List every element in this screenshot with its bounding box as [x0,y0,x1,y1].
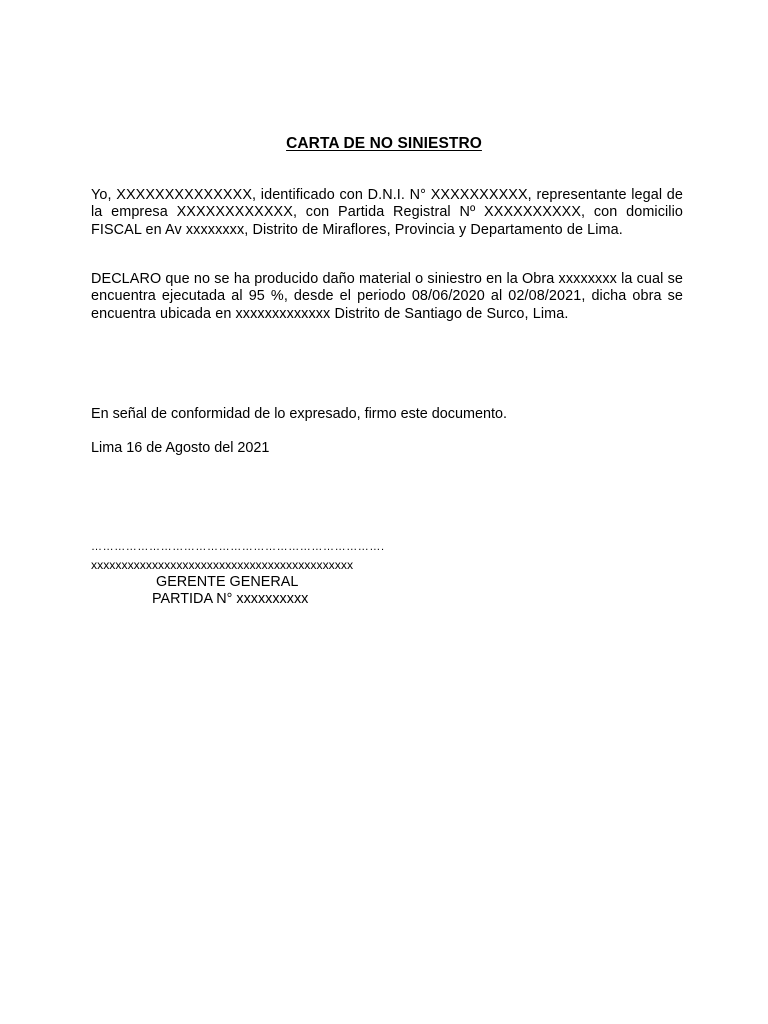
signature-line: …………………………………………………………………. [91,541,385,553]
paragraph-identification: Yo, XXXXXXXXXXXXXX, identificado con D.N.I. N° XXXXXXXXXX, representante legal de la empresa XXXXXXXXXXXX, con Partida Registral Nº XXXXXXXXXX, con domicilio FISCAL en Av xxxxxxxx, Distrito de Miraflores, Provincia y Departamento de Lima. [91,187,683,238]
conformity-statement: En señal de conformidad de lo expresado, firmo este documento. [91,406,507,422]
paragraph-declaration: DECLARO que no se ha producido daño material o siniestro en la Obra xxxxxxxx la cual se encuentra ejecutada al 95 %, desde el periodo 08/06/2020 al 02/08/2021, dicha obra se encuentra ubicada en xxxxxxxxxxxxx Distrito de Santiago de Surco, Lima. [91,271,683,322]
document-title: CARTA DE NO SINIESTRO [286,135,482,152]
signer-name-placeholder: xxxxxxxxxxxxxxxxxxxxxxxxxxxxxxxxxxxxxxxxxxx [91,558,354,572]
signer-position: GERENTE GENERAL [156,574,299,590]
signer-registry: PARTIDA N° xxxxxxxxxx [152,591,309,607]
document-date: Lima 16 de Agosto del 2021 [91,440,270,456]
